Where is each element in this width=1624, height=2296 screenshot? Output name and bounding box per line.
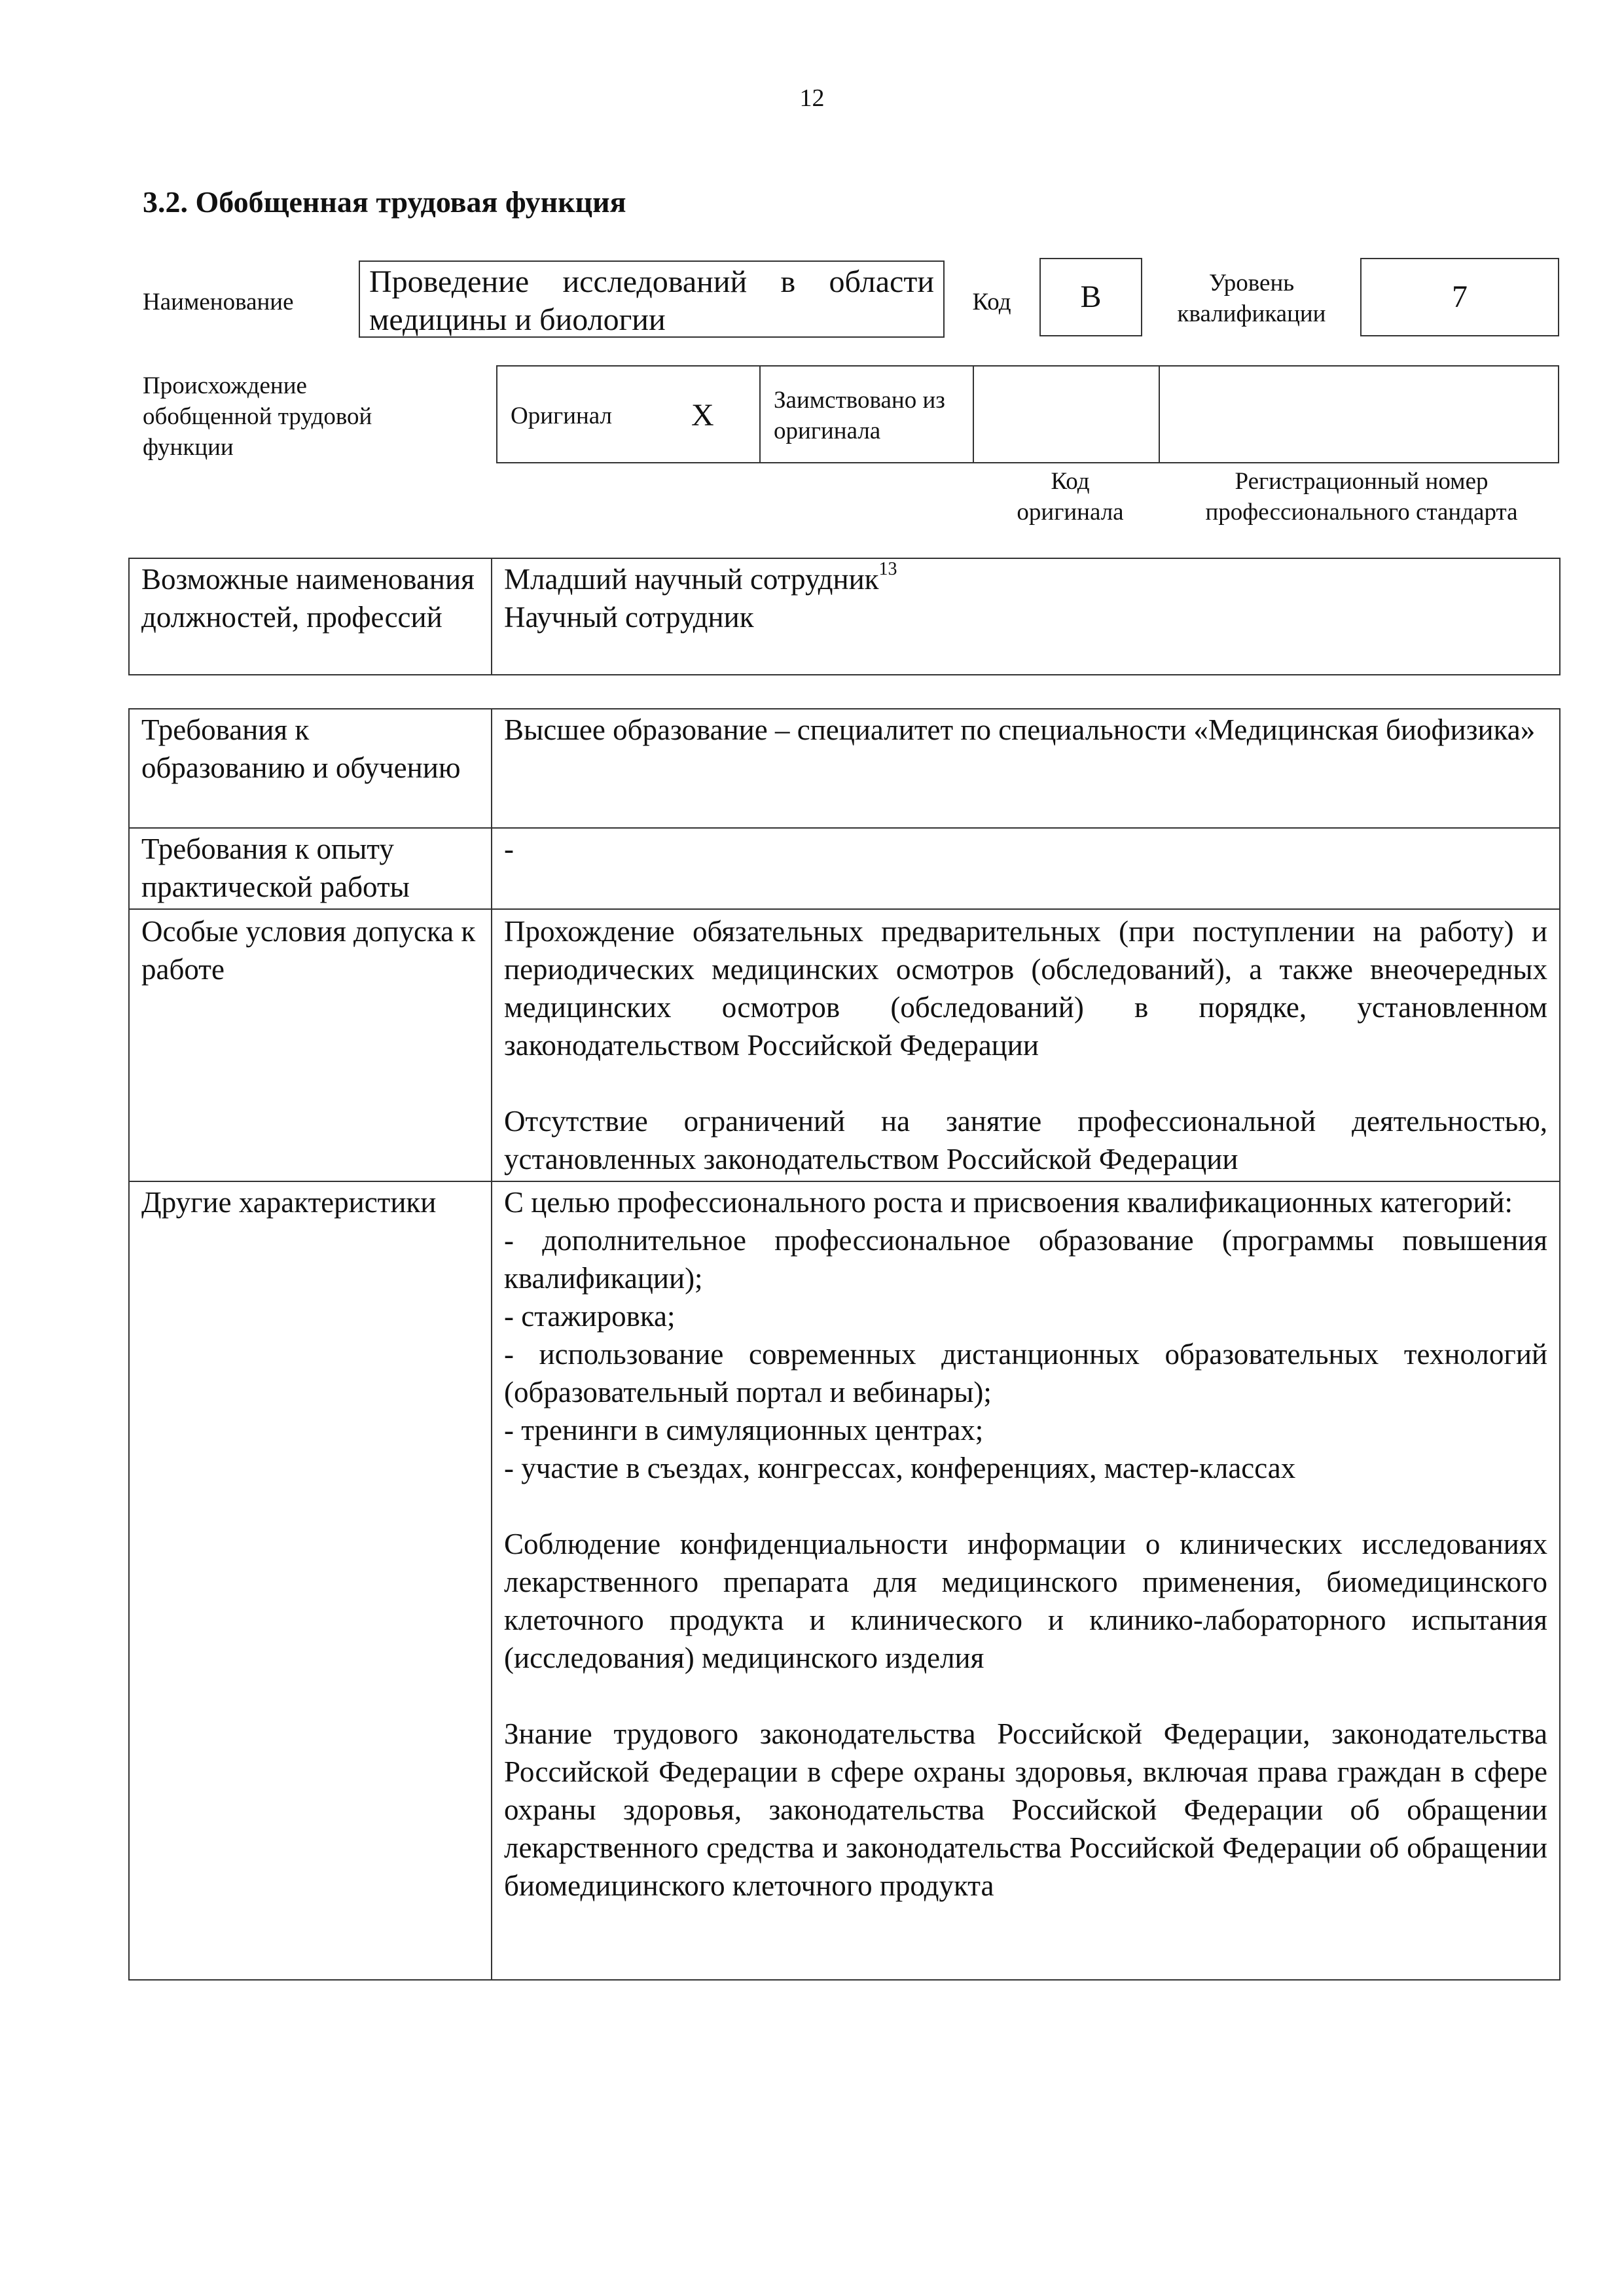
footnote-marker: 13: [878, 559, 897, 579]
level-label: Уровень квалификации: [1177, 270, 1326, 327]
conditions-value: [492, 909, 1560, 1181]
other-list-item: - участие в съездах, конгрессах, конференциях, мастер-классах: [504, 1452, 1296, 1484]
requirements-table: [128, 708, 1561, 1981]
other-list-item: - стажировка;: [504, 1300, 676, 1333]
original-label: Оригинал: [511, 402, 613, 429]
other-list-item: - дополнительное профессиональное образование (программы повышения квалификации);: [504, 1224, 1547, 1295]
original-mark: X: [691, 398, 714, 433]
education-label: Требования к образованию и обучению: [129, 709, 492, 828]
other-list-item: - использование современных дистанционных образовательных технологий (образовательный портал и вебинары);: [504, 1338, 1547, 1408]
other-intro: С целью профессионального роста и присвоения квалификационных категорий:: [504, 1186, 1513, 1219]
reg-number-caption: Регистрационный номер профессионального стандарта: [1205, 468, 1518, 526]
positions-row: [129, 558, 1560, 675]
origin-divider-1: [759, 367, 761, 462]
code-label: Код: [972, 288, 1011, 315]
conditions-row: [129, 909, 1560, 1181]
experience-value: -: [492, 828, 1560, 909]
origin-box: [496, 365, 1559, 463]
experience-row: [129, 828, 1560, 909]
conditions-label: Особые условия допуска к работе: [129, 909, 492, 1181]
other-value: [492, 1181, 1560, 1980]
name-value: Проведение исследований в области медицины и биологии: [359, 260, 945, 338]
other-paragraph: Соблюдение конфиденциальности информации о клинических исследованиях лекарственного препарата для медицинского применения, биомедицинского клеточного продукта и клинического и клинико-лабораторного испытания (исследования) медицинского изделия: [504, 1528, 1547, 1674]
other-row: [129, 1181, 1560, 1980]
position-item: Научный сотрудник: [504, 601, 754, 634]
education-row: [129, 709, 1560, 828]
other-list-item: - тренинги в симуляционных центрах;: [504, 1414, 984, 1446]
original-code-caption: Код оригинала: [1017, 468, 1124, 526]
positions-table: [128, 558, 1561, 675]
page-number: 12: [799, 84, 825, 112]
positions-label: Возможные наименования должностей, профессий: [129, 558, 492, 675]
position-item: Младший научный сотрудник$^{13}$: [504, 559, 897, 596]
education-value: Высшее образование – специалитет по специальности «Медицинская биофизика»: [492, 709, 1560, 828]
other-label: Другие характеристики: [129, 1181, 492, 1980]
level-value: 7: [1360, 258, 1559, 336]
borrowed-label: Заимствовано из оригинала: [774, 387, 945, 444]
section-title: 3.2. Обобщенная трудовая функция: [143, 185, 626, 219]
conditions-paragraph: Отсутствие ограничений на занятие профессиональной деятельностью, установленных законодательством Российской Федерации: [504, 1105, 1547, 1175]
origin-divider-2: [973, 367, 974, 462]
code-value: B: [1039, 258, 1142, 336]
positions-value: [492, 558, 1560, 675]
experience-label: Требования к опыту практической работы: [129, 828, 492, 909]
origin-label: Происхождение обобщенной трудовой функции: [143, 372, 372, 461]
other-paragraph: Знание трудового законодательства Российской Федерации, законодательства Российской Федерации в сфере охраны здоровья, включая права граждан в сфере охраны здоровья, законодательства Российской Федерации об обращении лекарственного средства и законодательства Российской Федерации об обращении биомедицинского клеточного продукта: [504, 1717, 1547, 1902]
name-label: Наименование: [143, 288, 294, 315]
origin-divider-3: [1159, 367, 1160, 462]
conditions-paragraph: Прохождение обязательных предварительных (при поступлении на работу) и периодических медицинских осмотров (обследований), а также внеочередных медицинских осмотров (обследований) в порядке, установленном законодательством Российской Федерации: [504, 915, 1547, 1062]
